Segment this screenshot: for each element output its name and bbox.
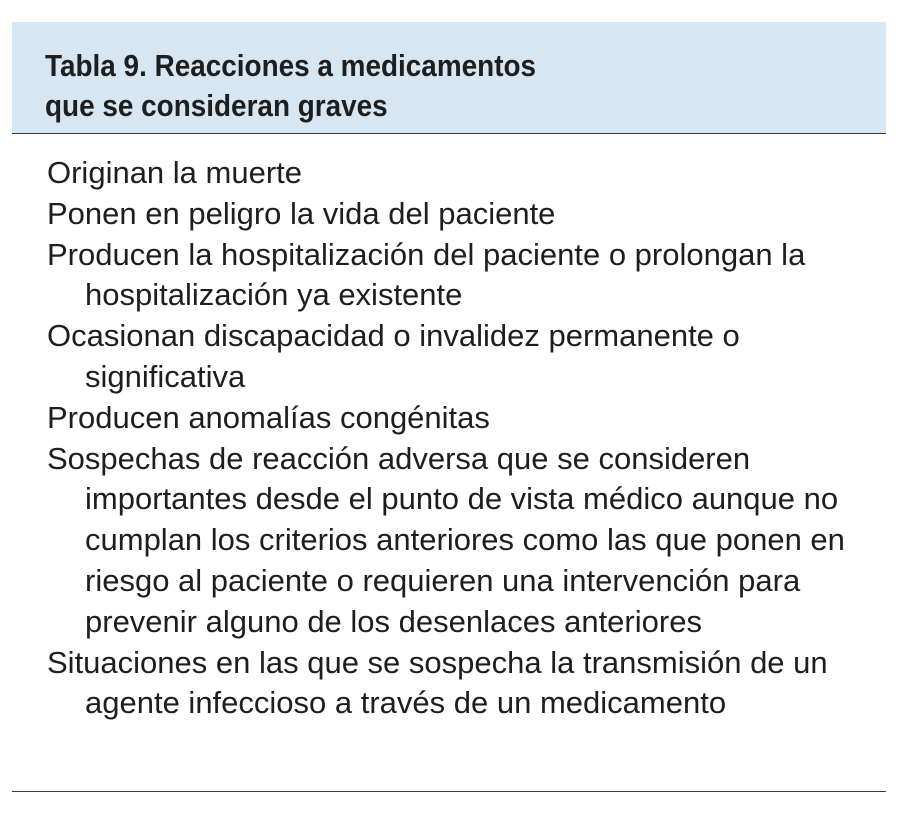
- table-item-death: Originan la muerte: [47, 155, 303, 190]
- table-9: [12, 22, 886, 792]
- table-title: Tabla 9. Reacciones a medicamentos que se consideran graves: [45, 48, 537, 123]
- table-item-hospitalization: Producen la hospitalización del paciente o prolongan la hospitalización ya existente: [47, 236, 806, 313]
- table-item-life-threatening: Ponen en peligro la vida del paciente: [47, 195, 556, 231]
- table-item-medically-important: Sospechas de reacción adversa que se consideren importantes desde el punto de vista médico aunque no cumplan los criterios anteriores como las que ponen en riesgo al paciente o requieren una intervención para prevenir alguno de los desenlaces anteriores: [47, 440, 845, 639]
- table-item-disability: Ocasionan discapacidad o invalidez permanente o significativa: [47, 318, 740, 394]
- table-body: [12, 134, 886, 792]
- table-header: [12, 22, 886, 134]
- table-item-congenital-anomalies: Producen anomalías congénitas: [47, 399, 490, 435]
- table-item-infectious-agent: Situaciones en las que se sospecha la transmisión de un agente infeccioso a través de un medicamento: [47, 644, 828, 721]
